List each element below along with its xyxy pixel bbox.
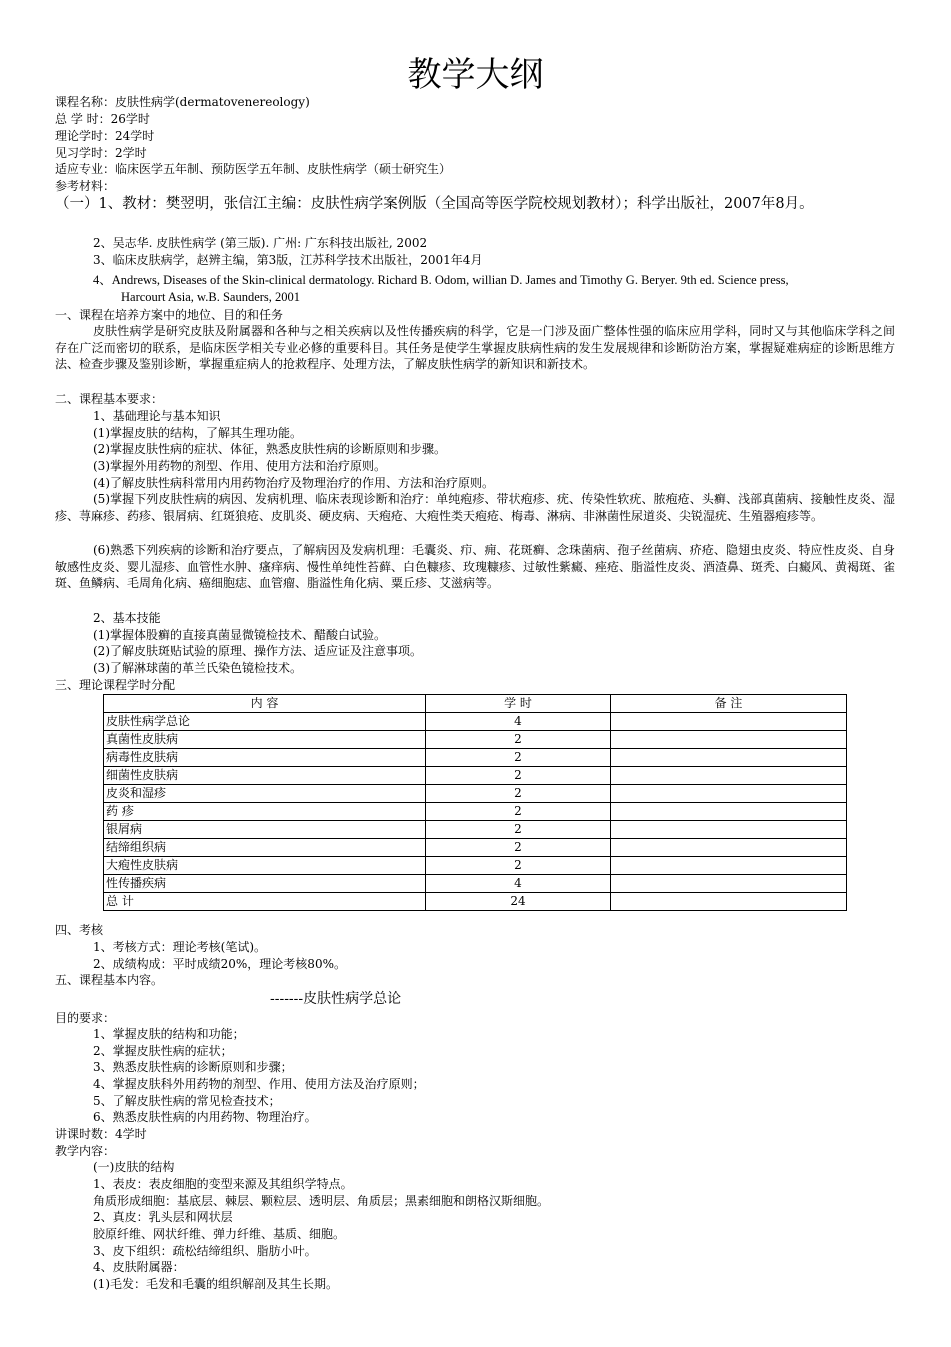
content-item: 2、真皮：乳头层和网状层 bbox=[93, 1210, 233, 1224]
content-label: 教学内容： bbox=[55, 1144, 116, 1158]
section-3-heading: 三、理论课程学时分配 bbox=[55, 678, 176, 692]
table-cell-notes bbox=[611, 857, 847, 875]
table-cell-notes bbox=[611, 767, 847, 785]
table-cell-hours: 2 bbox=[426, 785, 611, 803]
skill-item: (2)了解皮肤斑贴试验的原理、操作方法、适应证及注意事项。 bbox=[93, 644, 423, 658]
table-row bbox=[104, 803, 847, 821]
theory-hours: 理论学时：24学时 bbox=[55, 129, 155, 143]
table-header-row bbox=[104, 695, 847, 713]
applicable-majors: 适应专业：临床医学五年制、预防医学五年制、皮肤性病学（硕士研究生） bbox=[55, 162, 452, 176]
table-row bbox=[104, 749, 847, 767]
table-cell-content: 药 疹 bbox=[104, 803, 426, 821]
table-cell-hours: 4 bbox=[426, 875, 611, 893]
lecture-hours: 讲课时数：4学时 bbox=[55, 1127, 147, 1141]
table-row bbox=[104, 857, 847, 875]
table-row bbox=[104, 767, 847, 785]
table-row bbox=[104, 839, 847, 857]
skill-item: (1)掌握体股癣的直接真菌显微镜检技术、醋酸白试验。 bbox=[93, 628, 387, 642]
table-cell-content: 皮炎和湿疹 bbox=[104, 785, 426, 803]
requirement-item: (3)掌握外用药物的剂型、作用、使用方法和治疗原则。 bbox=[93, 459, 387, 473]
table-row bbox=[104, 821, 847, 839]
document-title: 教学大纲 bbox=[407, 55, 544, 95]
table-cell-hours: 2 bbox=[426, 857, 611, 875]
table-cell-hours: 2 bbox=[426, 821, 611, 839]
table-cell-content: 病毒性皮肤病 bbox=[104, 749, 426, 767]
goal-item: 5、了解皮肤性病的常见检查技术； bbox=[93, 1094, 281, 1108]
goal-item: 2、掌握皮肤性病的症状； bbox=[93, 1044, 233, 1058]
reference-3: 3、临床皮肤病学，赵辨主编，第3版，江苏科学技术出版社，2001年4月 bbox=[93, 253, 483, 267]
content-item: 1、表皮：表皮细胞的变型来源及其组织学特点。 bbox=[93, 1177, 353, 1191]
table-cell-hours: 2 bbox=[426, 767, 611, 785]
table-cell-notes bbox=[611, 875, 847, 893]
section-1-body: 皮肤性病学是研究皮肤及附属器和各种与之相关疾病以及性传播疾病的科学，它是一门涉及面广整体性强的临床应用学科，同时又与其他临床学科之间存在广泛而密切的联系，是临床医学相关专业必修的重要科目。其任务是使学生掌握皮肤病性病的发生发展规律和诊断防治方案，掌握疑难病症的诊断思维方法、检查步骤及鉴别诊断，掌握重症病人的抢救程序、处理方法，了解皮肤性病学的新知识和新技术。 bbox=[55, 324, 895, 371]
table-cell-notes bbox=[611, 821, 847, 839]
hours-table bbox=[103, 694, 847, 911]
table-cell-content: 大疱性皮肤病 bbox=[104, 857, 426, 875]
table-cell-content: 结缔组织病 bbox=[104, 839, 426, 857]
table-cell-content: 细菌性皮肤病 bbox=[104, 767, 426, 785]
table-row bbox=[104, 731, 847, 749]
table-cell-content: 性传播疾病 bbox=[104, 875, 426, 893]
section-2-heading: 二、课程基本要求： bbox=[55, 392, 164, 406]
section-4-heading: 四、考核 bbox=[55, 923, 104, 937]
chapter-heading: -------皮肤性病学总论 bbox=[270, 991, 402, 1007]
content-item: (1)毛发：毛发和毛囊的组织解剖及其生长期。 bbox=[93, 1277, 338, 1291]
section-2-sub1: 1、基础理论与基本知识 bbox=[93, 409, 221, 423]
requirement-item: (2)掌握皮肤性病的症状、体征，熟悉皮肤性病的诊断原则和步骤。 bbox=[93, 442, 447, 456]
table-cell-hours: 24 bbox=[426, 893, 611, 911]
table-cell-notes bbox=[611, 749, 847, 767]
requirement-item-6: (6)熟悉下列疾病的诊断和治疗要点，了解病因及发病机理：毛囊炎、疖、痈、花斑癣、念珠菌病、孢子丝菌病、疥疮、隐翅虫皮炎、特应性皮炎、自身敏感性皮炎、婴儿湿疹、血管性水肿、瘙痒病、慢性单纯性苔藓、白色糠疹、玫瑰糠疹、过敏性紫癜、痤疮、脂溢性皮炎、酒渣鼻、斑秃、白癜风、黄褐斑、雀斑、鱼鳞病、毛周角化病、癌细胞痣、血管瘤、脂溢性角化病、粟丘疹、艾滋病等。 bbox=[55, 543, 896, 590]
exam-item: 1、考核方式：理论考核(笔试)。 bbox=[93, 940, 266, 954]
goals-label: 目的要求： bbox=[55, 1011, 116, 1025]
table-cell-notes bbox=[611, 839, 847, 857]
requirement-item: (4)了解皮肤性病科常用内用药物治疗及物理治疗的作用、方法和治疗原则。 bbox=[93, 476, 495, 490]
exam-item: 2、成绩构成：平时成绩20%，理论考核80%。 bbox=[93, 957, 346, 971]
table-cell-notes bbox=[611, 713, 847, 731]
table-cell-notes bbox=[611, 785, 847, 803]
table-cell-notes bbox=[611, 731, 847, 749]
table-cell-content: 总 计 bbox=[104, 893, 426, 911]
table-cell-hours: 2 bbox=[426, 731, 611, 749]
table-cell-hours: 2 bbox=[426, 839, 611, 857]
table-total-row bbox=[104, 893, 847, 911]
table-header-hours: 学 时 bbox=[426, 695, 611, 713]
reference-4 bbox=[55, 272, 933, 305]
goal-item: 1、掌握皮肤的结构和功能； bbox=[93, 1027, 245, 1041]
table-cell-hours: 4 bbox=[426, 713, 611, 731]
reference-4-line2: Harcourt Asia, w.B. Saunders, 2001 bbox=[121, 289, 301, 304]
goal-item: 6、熟悉皮肤性病的内用药物、物理治疗。 bbox=[93, 1110, 317, 1124]
reference-4-line1: 4、Andrews, Diseases of the Skin-clinical dermatology. Richard B. Odom, willian D. James and Timothy G. Beryer. 9th ed. Science press, bbox=[93, 273, 789, 287]
reference-1: （一）1、教材：樊翌明，张信江主编：皮肤性病学案例版（全国高等医学院校规划教材）；科学出版社，2007年8月。 bbox=[55, 196, 814, 212]
course-name: 课程名称：皮肤性病学(dermatovenereology) bbox=[55, 95, 310, 109]
section-2-sub2: 2、基本技能 bbox=[93, 611, 161, 625]
table-cell-notes bbox=[611, 893, 847, 911]
table-cell-content: 真菌性皮肤病 bbox=[104, 731, 426, 749]
section-5-heading: 五、课程基本内容。 bbox=[55, 973, 164, 987]
reference-2: 2、吴志华. 皮肤性病学 (第三版). 广州: 广东科技出版社, 2002 bbox=[93, 236, 428, 250]
table-cell-hours: 2 bbox=[426, 803, 611, 821]
table-row bbox=[104, 713, 847, 731]
table-cell-notes bbox=[611, 803, 847, 821]
table-cell-hours: 2 bbox=[426, 749, 611, 767]
requirement-item: (1)掌握皮肤的结构，了解其生理功能。 bbox=[93, 426, 302, 440]
table-row bbox=[104, 785, 847, 803]
content-item: 胶原纤维、网状纤维、弹力纤维、基质、细胞。 bbox=[93, 1227, 346, 1241]
section-1-heading: 一、课程在培养方案中的地位、目的和任务 bbox=[55, 308, 284, 322]
table-header-notes: 备 注 bbox=[611, 695, 847, 713]
content-item: 4、皮肤附属器： bbox=[93, 1260, 185, 1274]
content-item: 角质形成细胞：基底层、棘层、颗粒层、透明层、角质层；黑素细胞和朗格汉斯细胞。 bbox=[93, 1194, 550, 1208]
requirement-item-5: (5)掌握下列皮肤性病的病因、发病机理、临床表现诊断和治疗：单纯疱疹、带状疱疹、疣、传染性软疣、脓疱疮、头癣、浅部真菌病、接触性皮炎、湿疹、荨麻疹、药疹、银屑病、红斑狼疮、皮肌炎、硬皮病、天疱疮、大疱性类天疱疮、梅毒、淋病、非淋菌性尿道炎、尖锐湿疣、生殖器疱疹等。 bbox=[55, 492, 895, 523]
table-cell-content: 皮肤性病学总论 bbox=[104, 713, 426, 731]
content-item: 3、皮下组织：疏松结缔组织、脂肪小叶。 bbox=[93, 1244, 317, 1258]
goal-item: 3、熟悉皮肤性病的诊断原则和步骤； bbox=[93, 1060, 293, 1074]
goal-item: 4、掌握皮肤科外用药物的剂型、作用、使用方法及治疗原则； bbox=[93, 1077, 425, 1091]
table-header-content: 内 容 bbox=[104, 695, 426, 713]
total-hours: 总 学 时：26学时 bbox=[55, 112, 150, 126]
practice-hours: 见习学时：2学时 bbox=[55, 146, 147, 160]
table-row bbox=[104, 875, 847, 893]
skill-item: (3)了解淋球菌的革兰氏染色镜检技术。 bbox=[93, 661, 302, 675]
table-cell-content: 银屑病 bbox=[104, 821, 426, 839]
references-label: 参考材料： bbox=[55, 179, 116, 193]
content-item: (一)皮肤的结构 bbox=[93, 1160, 175, 1174]
